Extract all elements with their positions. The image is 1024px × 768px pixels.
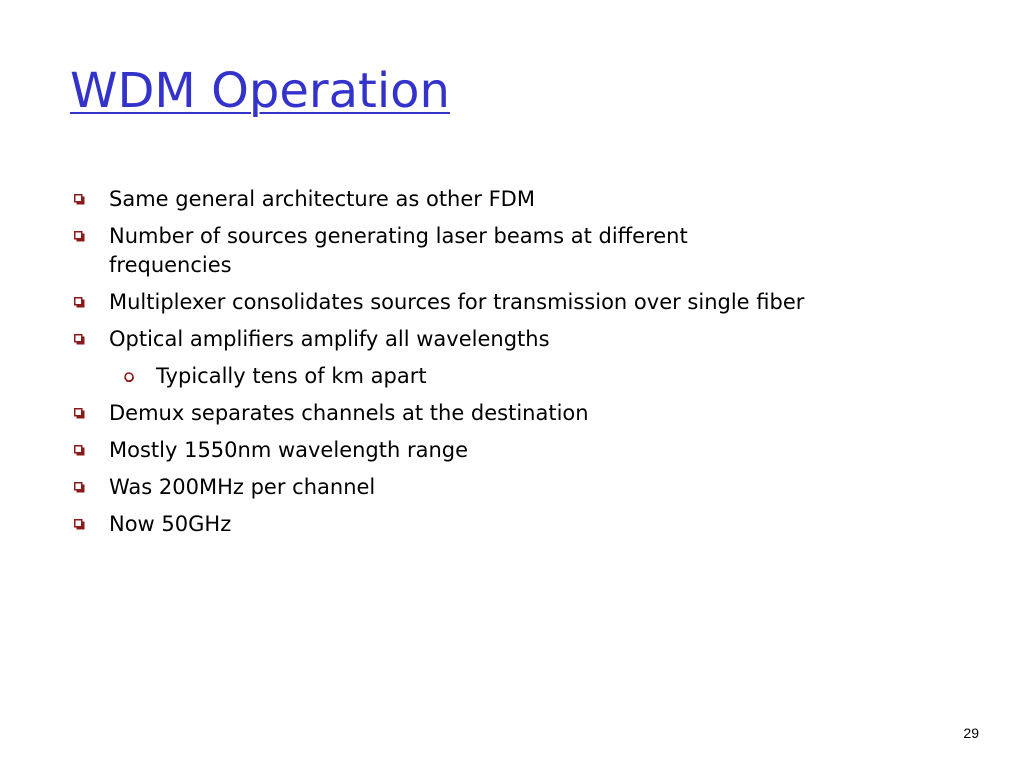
bullet-list — [70, 185, 950, 547]
bullet-text: Mostly 1550nm wavelength range — [109, 438, 469, 462]
bullet-item — [70, 473, 950, 502]
circle-bullet-icon — [123, 372, 135, 382]
bullet-item — [70, 185, 950, 214]
box-bullet-icon — [74, 519, 85, 530]
box-bullet-icon — [74, 297, 85, 308]
bullet-item — [70, 325, 950, 354]
bullet-item — [70, 510, 950, 539]
bullet-item — [70, 436, 950, 465]
sub-bullet-item — [70, 362, 950, 391]
box-bullet-icon — [74, 445, 85, 456]
box-bullet-icon — [74, 194, 85, 205]
bullet-item — [70, 222, 950, 280]
box-bullet-icon — [74, 408, 85, 419]
slide-title: WDM Operation — [70, 63, 450, 119]
bullet-text: Same general architecture as other FDM — [109, 187, 535, 211]
bullet-text: Demux separates channels at the destination — [109, 401, 589, 425]
bullet-text: Was 200MHz per channel — [109, 475, 376, 499]
bullet-text: Optical amplifiers amplify all wavelengths — [109, 327, 550, 351]
bullet-text: Now 50GHz — [109, 512, 232, 536]
box-bullet-icon — [74, 482, 85, 493]
bullet-text: Number of sources generating laser beams at different frequencies — [109, 224, 688, 277]
bullet-item — [70, 288, 950, 317]
bullet-text: Multiplexer consolidates sources for transmission over single fiber — [109, 290, 805, 314]
box-bullet-icon — [74, 334, 85, 345]
page-number: 29 — [963, 725, 979, 741]
sub-bullet-text: Typically tens of km apart — [156, 364, 427, 388]
bullet-item — [70, 399, 950, 428]
box-bullet-icon — [74, 231, 85, 242]
